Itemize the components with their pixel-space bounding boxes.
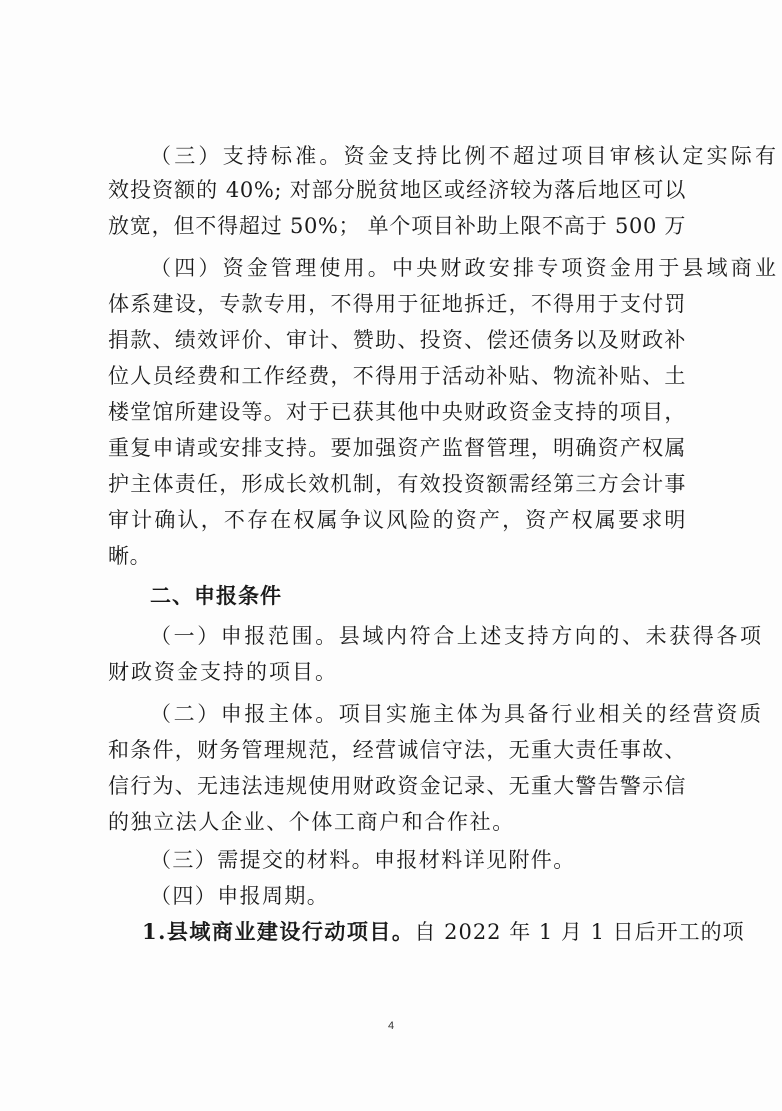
paragraph-line: （三）需提交的材料。申报材料详见附件。 [150,848,576,872]
paragraph-line: 的独立法人企业、个体工商户和合作社。 [108,810,515,834]
paragraph-line: 体系建设，专款专用，不得用于征地拆迁，不得用于支付罚 [108,292,686,316]
paragraph-line: 楼堂馆所建设等。对于已获其他中央财政资金支持的项目， [108,400,686,424]
section-heading: 二、申报条件 [150,584,282,608]
paragraph-line: （四）资金管理使用。中央财政安排专项资金用于县域商业 [150,256,780,280]
paragraph-line: （二）申报主体。项目实施主体为具备行业相关的经营资质 [150,702,764,726]
paragraph-line: 审计确认，不存在权属争议风险的资产，资产权属要求明 [108,508,686,532]
paragraph-line: 财政资金支持的项目。 [108,660,338,684]
item-text: 自 2022 年 1 月 1 日后开工的项 [414,920,745,944]
paragraph-line: （三）支持标准。资金支持比例不超过项目审核认定实际有 [150,144,780,168]
paragraph-line: 护主体责任，形成长效机制，有效投资额需经第三方会计事 [108,472,686,496]
paragraph-line: 效投资额的 40%; 对部分脱贫地区或经济较为落后地区可以 [108,178,686,202]
paragraph-line: （一）申报范围。县域内符合上述支持方向的、未获得各项 [150,624,764,648]
paragraph-line [142,918,745,946]
paragraph-line: 放宽，但不得超过 50%； 单个项目补助上限不高于 500 万 [108,214,686,238]
bold-item-title: 1.县域商业建设行动项目。 [142,919,415,944]
paragraph-line: （四）申报周期。 [150,884,330,908]
paragraph-line: 信行为、无违法违规使用财政资金记录、无重大警告警示信 [108,774,686,798]
paragraph-line: 和条件，财务管理规范，经营诚信守法，无重大责任事故、 [108,738,686,762]
page-number: 4 [387,1020,395,1032]
paragraph-line: 捐款、绩效评价、审计、赞助、投资、偿还债务以及财政补 [108,328,686,352]
paragraph-line: 重复申请或安排支持。要加强资产监督管理，明确资产权属 [108,436,686,460]
paragraph-line: 晰。 [108,544,152,568]
paragraph-line: 位人员经费和工作经费，不得用于活动补贴、物流补贴、土 [108,364,686,388]
